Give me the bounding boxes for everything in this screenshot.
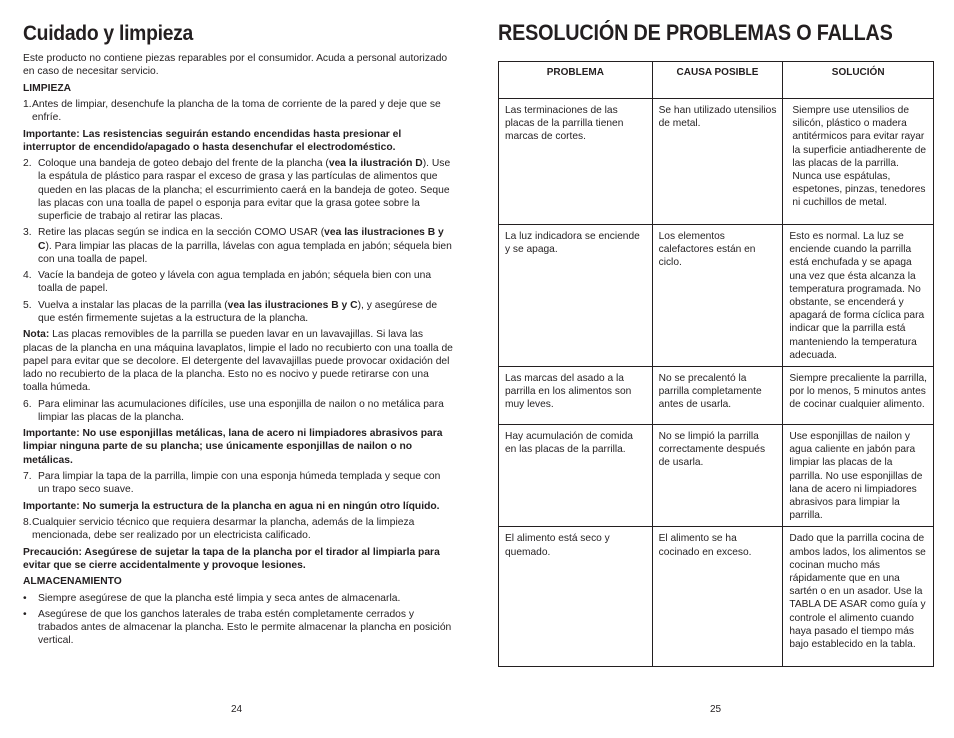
step-6: 6. Para eliminar las acumulaciones difíciles, use una esponjilla de nailon o no metálica para limpiar las placas de la plancha. <box>23 398 444 423</box>
problem-cell: Las terminaciones de las placas de la parrilla tienen marcas de cortes. <box>499 99 653 225</box>
problem-cell: El alimento está seco y quemado. <box>499 527 653 667</box>
step-1: 1. Antes de limpiar, desenchufe la plancha de la toma de corriente de la pared y deje que se enfríe. <box>23 98 441 124</box>
solution-cell: Siempre use utensilios de silicón, plástico o madera antitérmicos para evitar rayar la superficie antiadherente de las placas de la parrilla. Nunca use espátulas, espetones, pinzas, tenedores ni cuchillos de metal. <box>783 99 934 225</box>
problem-cell: Hay acumulación de comida en las placas de la parrilla. <box>499 425 653 527</box>
table-row <box>499 225 934 367</box>
step-3: 3. Retire las placas según se indica en la sección COMO USAR (vea las ilustraciones B y C). Para limpiar las placas de la parrilla, lávelas con agua templada en jabón; séquela bien con una toalla de papel. <box>23 227 452 265</box>
step-8: 8. Cualquier servicio técnico que requiera desarmar la plancha, además de la limpieza mencionada, debe ser realizado por un electricista calificado. <box>23 516 415 542</box>
cause-cell: Se han utilizado utensilios de metal. <box>652 99 783 225</box>
caution-note: Precaución: Asegúrese de sujetar la tapa de la plancha por el tirador al limpiarla para evitar que se cierre accidentalmente y provoque lesiones. <box>23 546 440 571</box>
cause-cell: No se limpió la parrilla correctamente después de usarla. <box>652 425 783 527</box>
header-cause: CAUSA POSIBLE <box>652 62 783 99</box>
page-number-right: 25 <box>710 704 722 715</box>
cause-cell: El alimento se ha cocinado en exceso. <box>652 527 783 667</box>
problem-cell: Las marcas del asado a la parrilla en los alimentos son muy leves. <box>499 367 653 425</box>
table-row <box>499 425 934 527</box>
header-problem: PROBLEMA <box>499 62 653 99</box>
page-number-left: 24 <box>231 704 243 715</box>
table-row <box>499 367 934 425</box>
cause-cell: Los elementos calefactores están en ciclo. <box>652 225 783 367</box>
dishwasher-note: Nota: Las placas removibles de la parrilla se pueden lavar en un lavavajillas. Si lava las placas de la plancha en una máquina lavaplatos, limpie el lado no recubierto con una toalla de papel para evitar que se decolore. El detergente del lavavajillas puede provocar oxidación del lado no recubierto de la placa de la plancha. Esto no es nocivo y puede retirarse con una toalla húmeda. <box>23 329 453 394</box>
table-row <box>499 99 934 225</box>
table-row <box>499 527 934 667</box>
solution-cell: Esto es normal. La luz se enciende cuando la parrilla está enchufada y se apaga una vez que ésta alcanza la temperatura programada. No obstante, se encenderá y apagará de forma cíclica para indicar que la parrilla está manteniendo la temperatura adecuada. <box>783 225 934 367</box>
table-header-row <box>499 62 934 99</box>
intro-paragraph: Este producto no contiene piezas reparables por el consumidor. Acuda a personal autorizado en caso de necesitar servicio. <box>23 53 448 78</box>
problem-cell: La luz indicadora se enciende y se apaga. <box>499 225 653 367</box>
troubleshooting-title: RESOLUCIÓN DE PROBLEMAS O FALLAS <box>498 20 893 45</box>
storage-heading: ALMACENAMIENTO <box>23 576 122 588</box>
step-4: 4. Vacíe la bandeja de goteo y lávela con agua templada en jabón; séquela bien con una toalla de papel. <box>23 270 432 295</box>
storage-bullet-2: • Asegúrese de que los ganchos laterales de traba estén completamente cerrados y trabados antes de almacenar la plancha. Esto le permite almacenar la plancha en posición vertical. <box>23 608 452 647</box>
bullet-icon: • <box>23 608 27 620</box>
important-note-3: Importante: No sumerja la estructura de la plancha en agua ni en ningún otro líquido. <box>23 500 440 512</box>
step-7: 7. Para limpiar la tapa de la parrilla, limpie con una esponja húmeda templada y seque con un trapo seco suave. <box>23 470 441 496</box>
care-cleaning-title: Cuidado y limpieza <box>23 22 194 45</box>
step-2: 2. Coloque una bandeja de goteo debajo del frente de la plancha (vea la ilustración D). Use la espátula de plástico para raspar el exceso de grasa y las partículas de alimentos que queden en las placas de la plancha; el escurrimiento caerá en la bandeja de goteo. Seque las placas con una toalla de papel o esponja para evitar que la grasa gotee sobre la superficie de trabajo al retirar las placas. <box>23 158 451 222</box>
troubleshooting-table <box>498 61 934 667</box>
step-5: 5. Vuelva a instalar las placas de la parrilla (vea las ilustraciones B y C), y asegúrese de que estén firmemente sujetas a la estructura de la plancha. <box>23 299 438 324</box>
storage-bullet-1: • Siempre asegúrese de que la plancha esté limpia y seca antes de almacenarla. <box>23 592 401 604</box>
bullet-icon: • <box>23 592 27 604</box>
care-cleaning-body <box>23 52 453 651</box>
cleaning-heading: LIMPIEZA <box>23 82 72 94</box>
header-solution: SOLUCIÓN <box>783 62 934 99</box>
cause-cell: No se precalentó la parrilla completamente antes de usarla. <box>652 367 783 425</box>
important-note-1: Importante: Las resistencias seguirán estando encendidas hasta presionar el interruptor de encendido/apagado o hasta desenchufar el electrodoméstico. <box>23 128 402 153</box>
solution-cell: Dado que la parrilla cocina de ambos lados, los alimentos se cocinan mucho más rápidamente que en una sartén o en un asador. Use la TABLA DE ASAR como guía y controle el alimento cuando haya pasado el tiempo más bajo establecido en la tabla. <box>783 527 934 667</box>
solution-cell: Use esponjillas de nailon y agua caliente en jabón para limpiar las placas de la parrilla. No use esponjillas de lana de acero ni limpiadores abrasivos para limpiar la parrilla. <box>783 425 934 527</box>
important-note-2: Importante: No use esponjillas metálicas, lana de acero ni limpiadores abrasivos para limpiar ninguna parte de su plancha; use únicamente esponjillas de nailon o no metálicas. <box>23 428 443 466</box>
solution-cell: Siempre precaliente la parrilla, por lo menos, 5 minutos antes de cocinar cualquier alimento. <box>783 367 934 425</box>
